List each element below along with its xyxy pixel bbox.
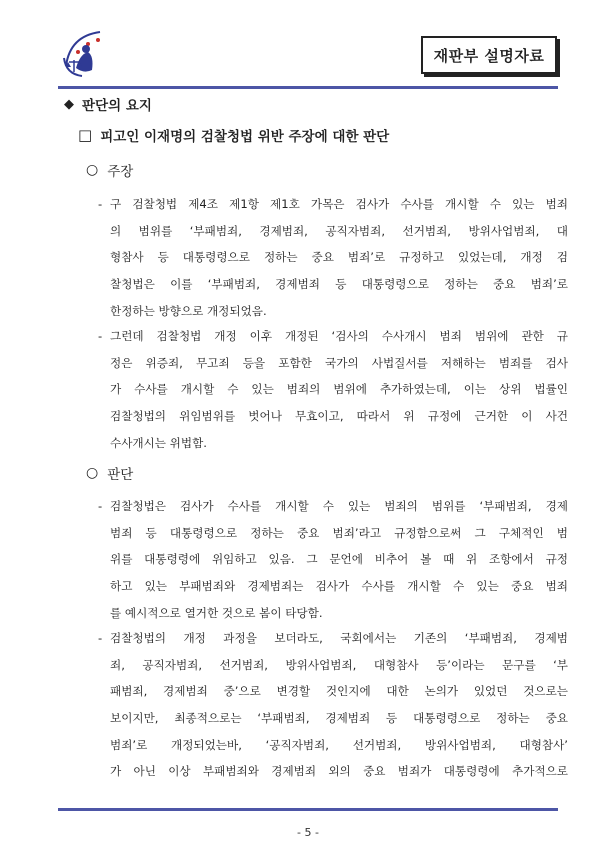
claim-paragraph-2 <box>98 323 568 456</box>
circle-bullet-icon: ○ <box>86 465 99 481</box>
square-checkbox-icon: □ <box>78 126 93 144</box>
paragraph-line: 수사개시는 위법함. <box>110 435 207 450</box>
paragraph-line: 정은 위증죄, 무고죄 등을 포함한 국가의 사법질서를 저해하는 범죄를 검사 <box>110 355 568 370</box>
judgment-heading <box>86 463 133 483</box>
paragraph-line: 검찰청법의 개정 과정을 보더라도, 국회에서는 기존의 ‘부패범죄, 경제범 <box>110 631 568 645</box>
paragraph-line: 검찰청법은 검사가 수사를 개시할 수 있는 범죄의 범위를 ‘부패범죄, 경제 <box>110 499 568 513</box>
subsection-heading <box>78 125 389 145</box>
paragraph-line: 형참사 등 대통령령으로 정하는 중요 범죄’로 규정하고 있었는데, 개정 검 <box>110 250 568 265</box>
paragraph-line: 보이지만, 최종적으로는 ‘부패범죄, 경제범죄 등 대통령령으로 정하는 중요 <box>110 711 568 726</box>
paragraph-line: 찰청법은 이를 ‘부패범죄, 경제범죄 등 대통령령으로 정하는 중요 범죄’로 <box>110 277 568 292</box>
paragraph-line: 범죄’로 개정되었는바, ‘공직자범죄, 선거범죄, 방위사업범죄, 대형참사’ <box>110 737 568 752</box>
paragraph-line: 한정하는 방향으로 개정되었음. <box>110 303 267 318</box>
dash-marker: - <box>98 197 103 211</box>
dash-marker: - <box>98 631 103 645</box>
document-title: 재판부 설명자료 <box>433 46 545 65</box>
section-title: 판단의 요지 <box>82 98 152 114</box>
dash-marker: - <box>98 329 103 343</box>
judgment-paragraph-1 <box>98 493 568 626</box>
circle-bullet-icon: ○ <box>86 162 99 178</box>
claim-paragraph-1 <box>98 191 568 324</box>
dash-marker: - <box>98 499 103 513</box>
paragraph-line: 가 아닌 이상 부패범죄와 경제범죄 외의 중요 범죄가 대통령령에 추가적으로 <box>110 764 568 779</box>
paragraph-line: 검찰청법의 위임범위를 벗어나 무효이고, 따라서 위 규정에 근거한 이 사건 <box>110 409 568 424</box>
header-divider <box>58 86 558 89</box>
section-heading <box>64 94 152 114</box>
paragraph-line: 의 범위를 ‘부패범죄, 경제범죄, 공직자범죄, 선거범죄, 방위사업범죄, 대 <box>110 223 568 238</box>
page-number: - 5 - <box>297 826 319 839</box>
court-emblem-icon <box>58 22 122 82</box>
judgment-heading-label: 판단 <box>107 467 134 483</box>
paragraph-line: 범죄 등 대통령령으로 정하는 중요 범죄’라고 규정함으로써 그 구체적인 범 <box>110 525 568 540</box>
judgment-paragraph-2 <box>98 625 568 785</box>
subsection-title: 피고인 이재명의 검찰청법 위반 주장에 대한 판단 <box>100 129 390 145</box>
claim-heading <box>86 160 133 180</box>
claim-heading-label: 주장 <box>107 164 134 180</box>
document-title-box <box>421 36 557 74</box>
diamond-bullet-icon: ◆ <box>64 96 74 112</box>
paragraph-line: 죄, 공직자범죄, 선거범죄, 방위사업범죄, 대형참사 등’이라는 문구를 ‘부 <box>110 657 568 672</box>
paragraph-line: 가 수사를 개시할 수 있는 범죄의 범위에 추가하였는데, 이는 상위 법률인 <box>110 382 568 397</box>
paragraph-line: 하고 있는 부패범죄와 경제범죄는 검사가 수사를 개시할 수 있는 중요 범죄 <box>110 579 568 594</box>
footer-divider <box>58 808 558 811</box>
paragraph-line: 그런데 검찰청법 개정 이후 개정된 ‘검사의 수사개시 범죄 범위에 관한 규 <box>110 329 568 343</box>
paragraph-line: 위를 대통령령에 위임하고 있음. 그 문언에 비추어 볼 때 위 조항에서 규정 <box>110 552 568 567</box>
paragraph-line: 구 검찰청법 제4조 제1항 제1호 가목은 검사가 수사를 개시할 수 있는 범죄 <box>110 197 568 211</box>
court-logo <box>58 22 122 82</box>
paragraph-line: 패범죄, 경제범죄 중’으로 변경할 것인지에 대한 논의가 있었던 것으로는 <box>110 684 568 699</box>
paragraph-line: 를 예시적으로 열거한 것으로 봄이 타당함. <box>110 605 323 620</box>
